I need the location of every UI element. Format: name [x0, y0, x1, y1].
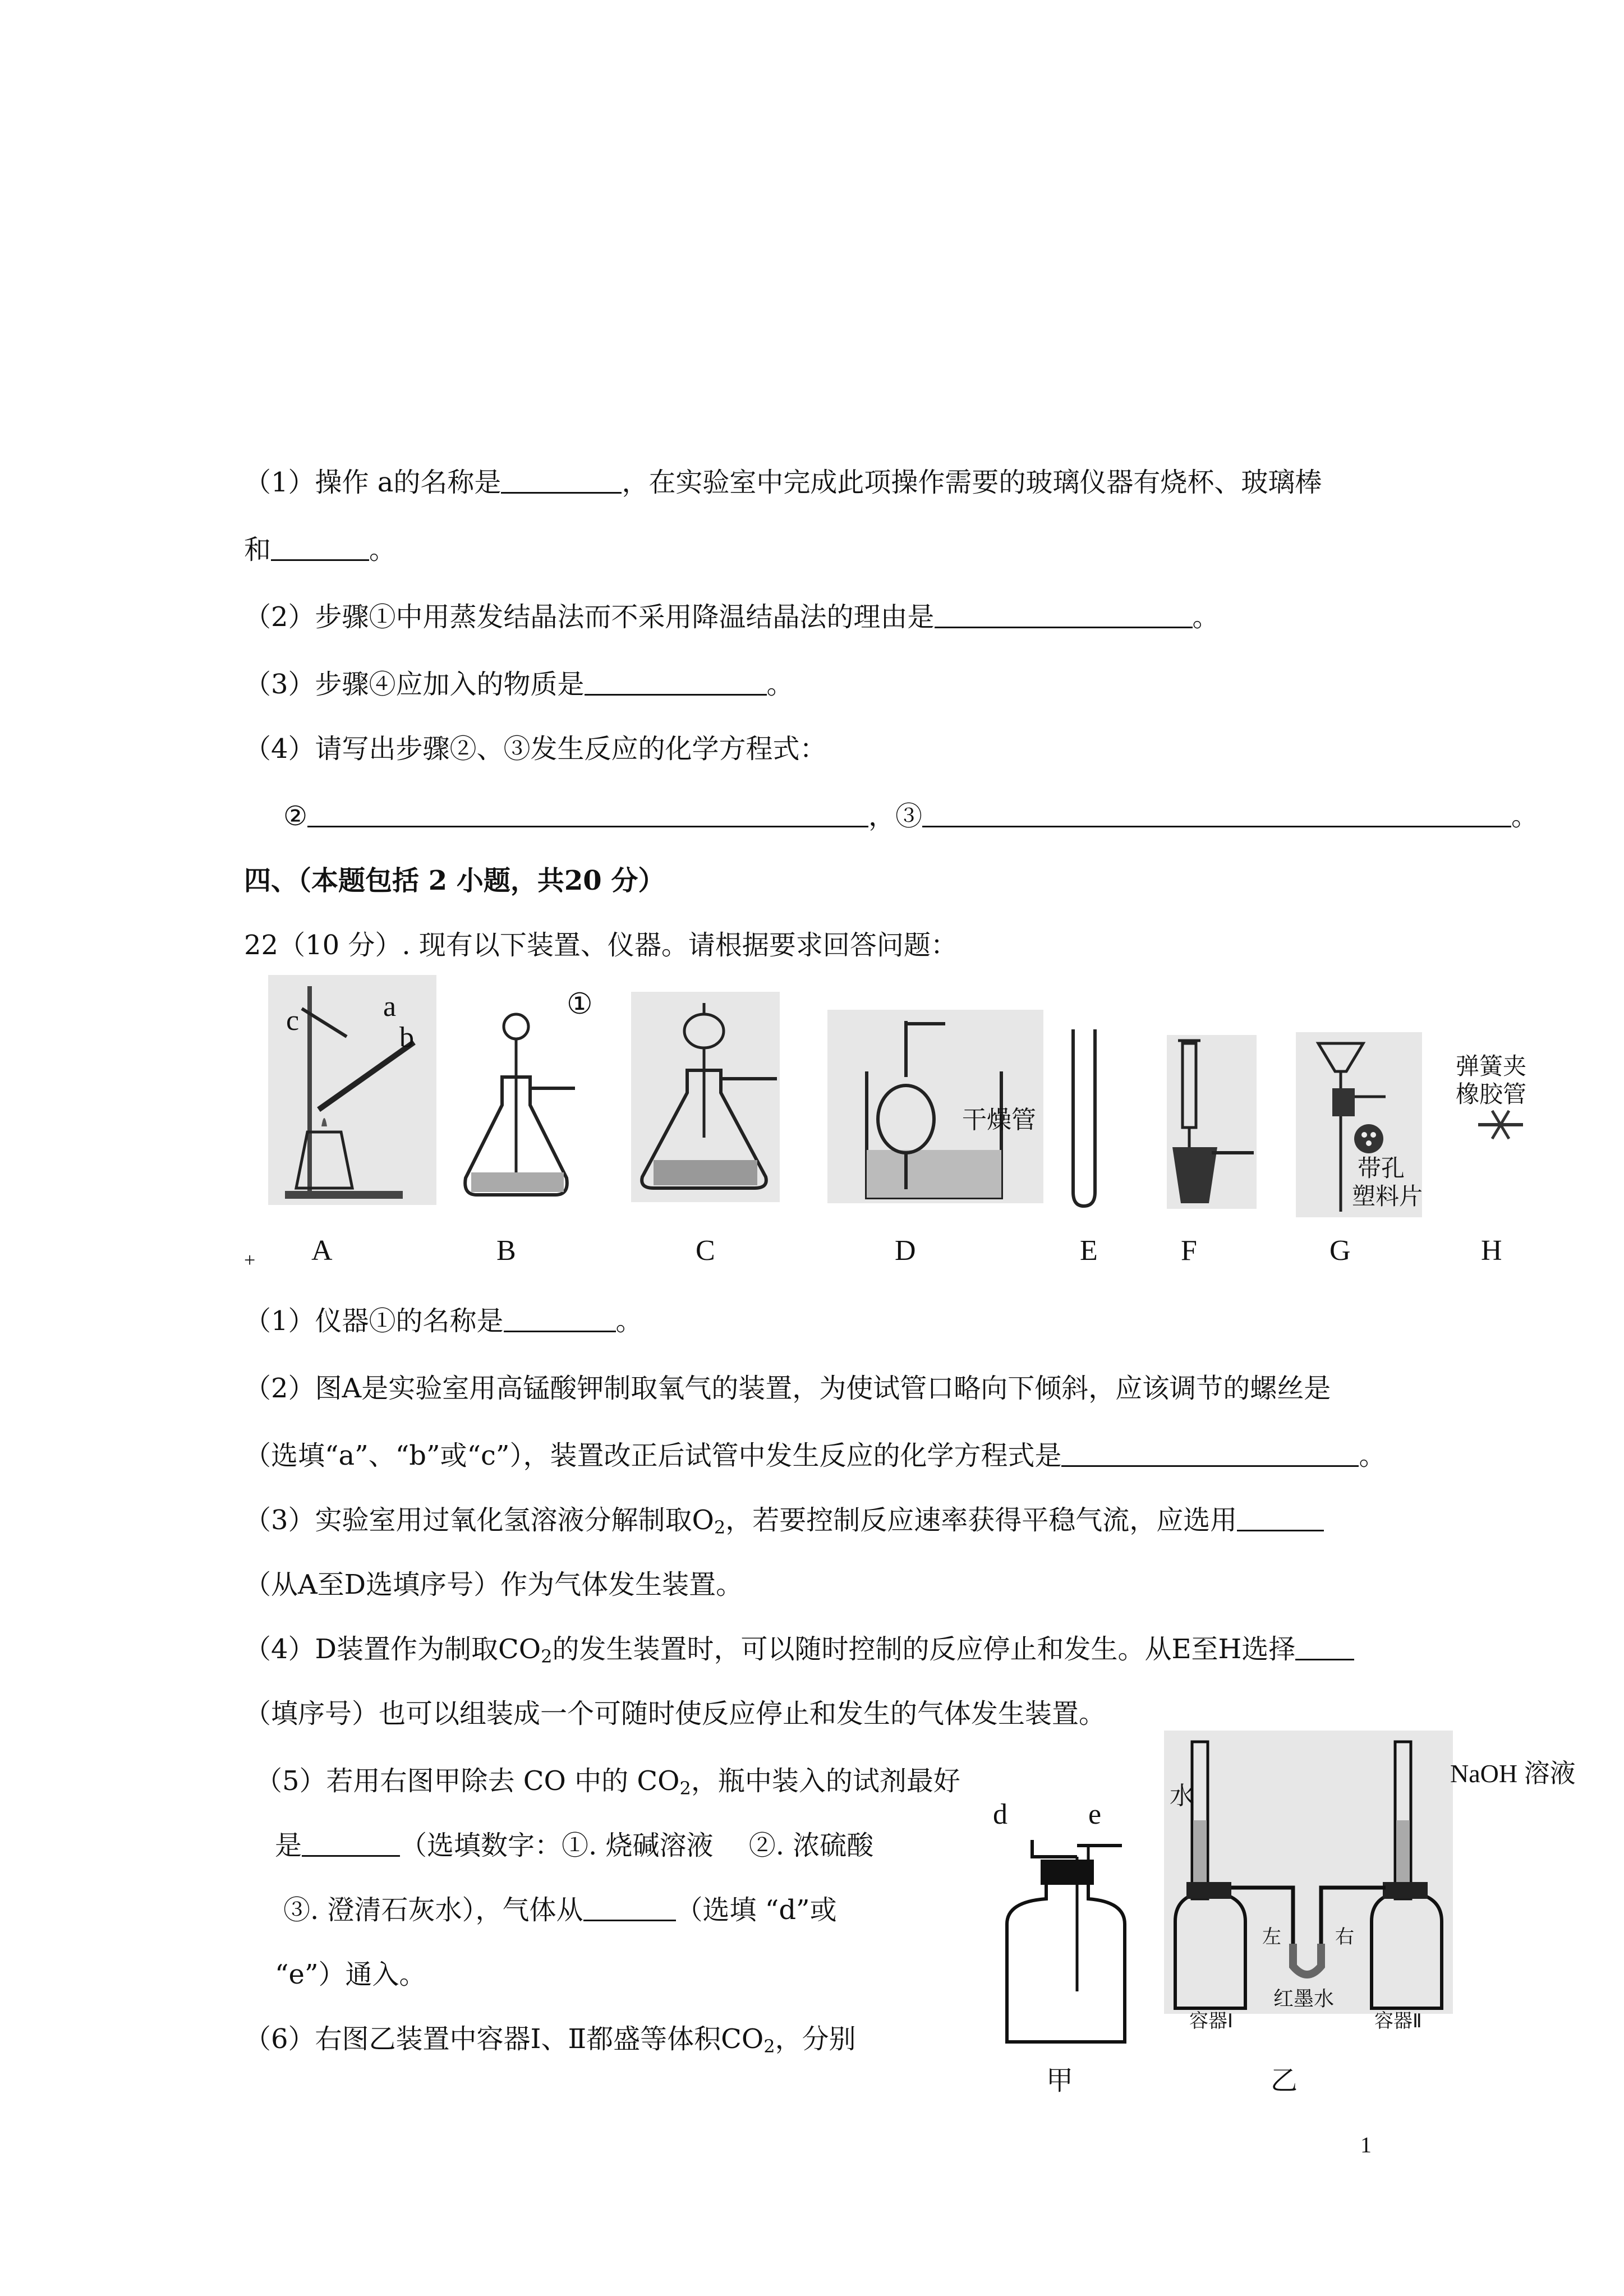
jia-label-d: d	[993, 1798, 1007, 1830]
p5-line3: ③. 澄清石灰水），气体从 （选填 “d”或	[283, 1894, 837, 1926]
label-a: a	[383, 991, 397, 1023]
p2-line1: （2）图A是实验室用高锰酸钾制取氧气的装置，为使试管口略向下倾斜，应该调节的螺丝是	[244, 1373, 1331, 1404]
apparatus-b-figure	[460, 1004, 578, 1212]
apparatus-label-b: B	[496, 1235, 516, 1267]
apparatus-label-f: F	[1181, 1235, 1197, 1267]
perforated-label-2: 塑料片	[1352, 1182, 1423, 1210]
u-tube-apparatus-figure	[1164, 1731, 1453, 2014]
q2-line: （2）步骤①中用蒸发结晶法而不采用降温结晶法的理由是 。	[244, 601, 1220, 633]
page-number: 1	[1360, 2132, 1372, 2157]
label-circle-1: ①	[567, 988, 593, 1020]
container-1-label: 容器Ⅰ	[1189, 2010, 1234, 2032]
p6-line: （6）右图乙装置中容器Ⅰ、Ⅱ都盛等体积$CO_2$，分别	[244, 2023, 856, 2057]
answer-blank[interactable]	[1237, 1506, 1324, 1531]
right-label: 右	[1335, 1926, 1354, 1948]
rubber-tube-label: 橡胶管	[1456, 1080, 1527, 1108]
q1-line2: 和 。	[244, 534, 397, 565]
jia-label-e: e	[1088, 1798, 1102, 1830]
label-b: b	[399, 1022, 414, 1053]
p3-line2: （从A至D选填序号）作为气体发生装置。	[244, 1569, 743, 1600]
naoh-label: NaOH 溶液	[1450, 1759, 1576, 1788]
equation-blank-2[interactable]	[307, 802, 868, 827]
answer-blank[interactable]	[585, 670, 767, 696]
q4-equations-line: ② ，③ 。	[283, 800, 1539, 832]
answer-blank[interactable]	[1295, 1635, 1354, 1660]
apparatus-f-figure	[1167, 1035, 1257, 1209]
apparatus-label-d: D	[895, 1235, 916, 1267]
p4-line1: （4）D装置作为制取$CO_2$的发生装置时，可以随时控制的反应停止和发生。从E至H选择	[244, 1632, 1354, 1673]
answer-blank[interactable]	[935, 603, 1193, 628]
answer-blank[interactable]	[501, 468, 622, 494]
apparatus-label-a: A	[311, 1235, 333, 1267]
q4-line: （4）请写出步骤②、③发生反应的化学方程式：	[244, 733, 827, 765]
apparatus-h-figure	[1475, 1108, 1526, 1142]
apparatus-label-e: E	[1080, 1235, 1098, 1267]
answer-blank[interactable]	[1061, 1442, 1359, 1467]
jia-caption: 甲	[1046, 2066, 1074, 2096]
washing-bottle-figure	[999, 1834, 1133, 2047]
apparatus-e-figure	[1069, 1029, 1099, 1209]
apparatus-label-g: G	[1329, 1235, 1351, 1267]
section-heading: 四、（本题包括 2 小题，共20 分）	[244, 865, 665, 896]
p2-line2: （选填“a”、“b”或“c”），装置改正后试管中发生反应的化学方程式是 。	[244, 1440, 1386, 1471]
answer-blank[interactable]	[504, 1307, 616, 1332]
water-label: 水	[1170, 1782, 1194, 1810]
label-c: c	[286, 1005, 300, 1037]
q3-line: （3）步骤④应加入的物质是 。	[244, 669, 794, 700]
question-22-intro: 22（10 分）. 现有以下装置、仪器。请根据要求回答问题：	[244, 930, 958, 961]
p5-line1: （5）若用右图甲除去 CO 中的 $CO_2$，瓶中装入的试剂最好	[255, 1765, 960, 1799]
yi-caption: 乙	[1271, 2066, 1298, 2096]
drying-tube-label: 干燥管	[962, 1106, 1036, 1134]
answer-blank[interactable]	[271, 536, 369, 561]
apparatus-label-c: C	[696, 1235, 715, 1267]
plus-mark: +	[244, 1249, 256, 1271]
answer-blank[interactable]	[302, 1832, 400, 1857]
apparatus-c-figure	[631, 992, 780, 1202]
container-2-label: 容器Ⅱ	[1374, 2010, 1422, 2032]
answer-blank[interactable]	[583, 1896, 676, 1921]
apparatus-label-h: H	[1481, 1235, 1502, 1267]
perforated-label-1: 带孔	[1358, 1154, 1405, 1182]
p1-line: （1）仪器①的名称是 。	[244, 1305, 643, 1337]
left-label: 左	[1262, 1926, 1281, 1948]
equation-blank-3[interactable]	[922, 802, 1511, 827]
p5-line4: “e”）通入。	[275, 1959, 426, 1990]
red-ink-label: 红墨水	[1273, 1987, 1335, 2010]
spring-clip-label: 弹簧夹	[1456, 1052, 1527, 1080]
p3-line1: （3）实验室用过氧化氢溶液分解制取$O_2$，若要控制反应速率获得平稳气流，应选用	[244, 1503, 1324, 1544]
p4-line2: （填序号）也可以组装成一个可随时使反应停止和发生的气体发生装置。	[244, 1698, 1106, 1729]
q1-line1: （1）操作 a的名称是 ，在实验室中完成此项操作需要的玻璃仪器有烧杯、玻璃棒	[244, 467, 1322, 498]
p5-line2: 是 （选填数字：①. 烧碱溶液 ②. 浓硫酸	[275, 1830, 874, 1861]
